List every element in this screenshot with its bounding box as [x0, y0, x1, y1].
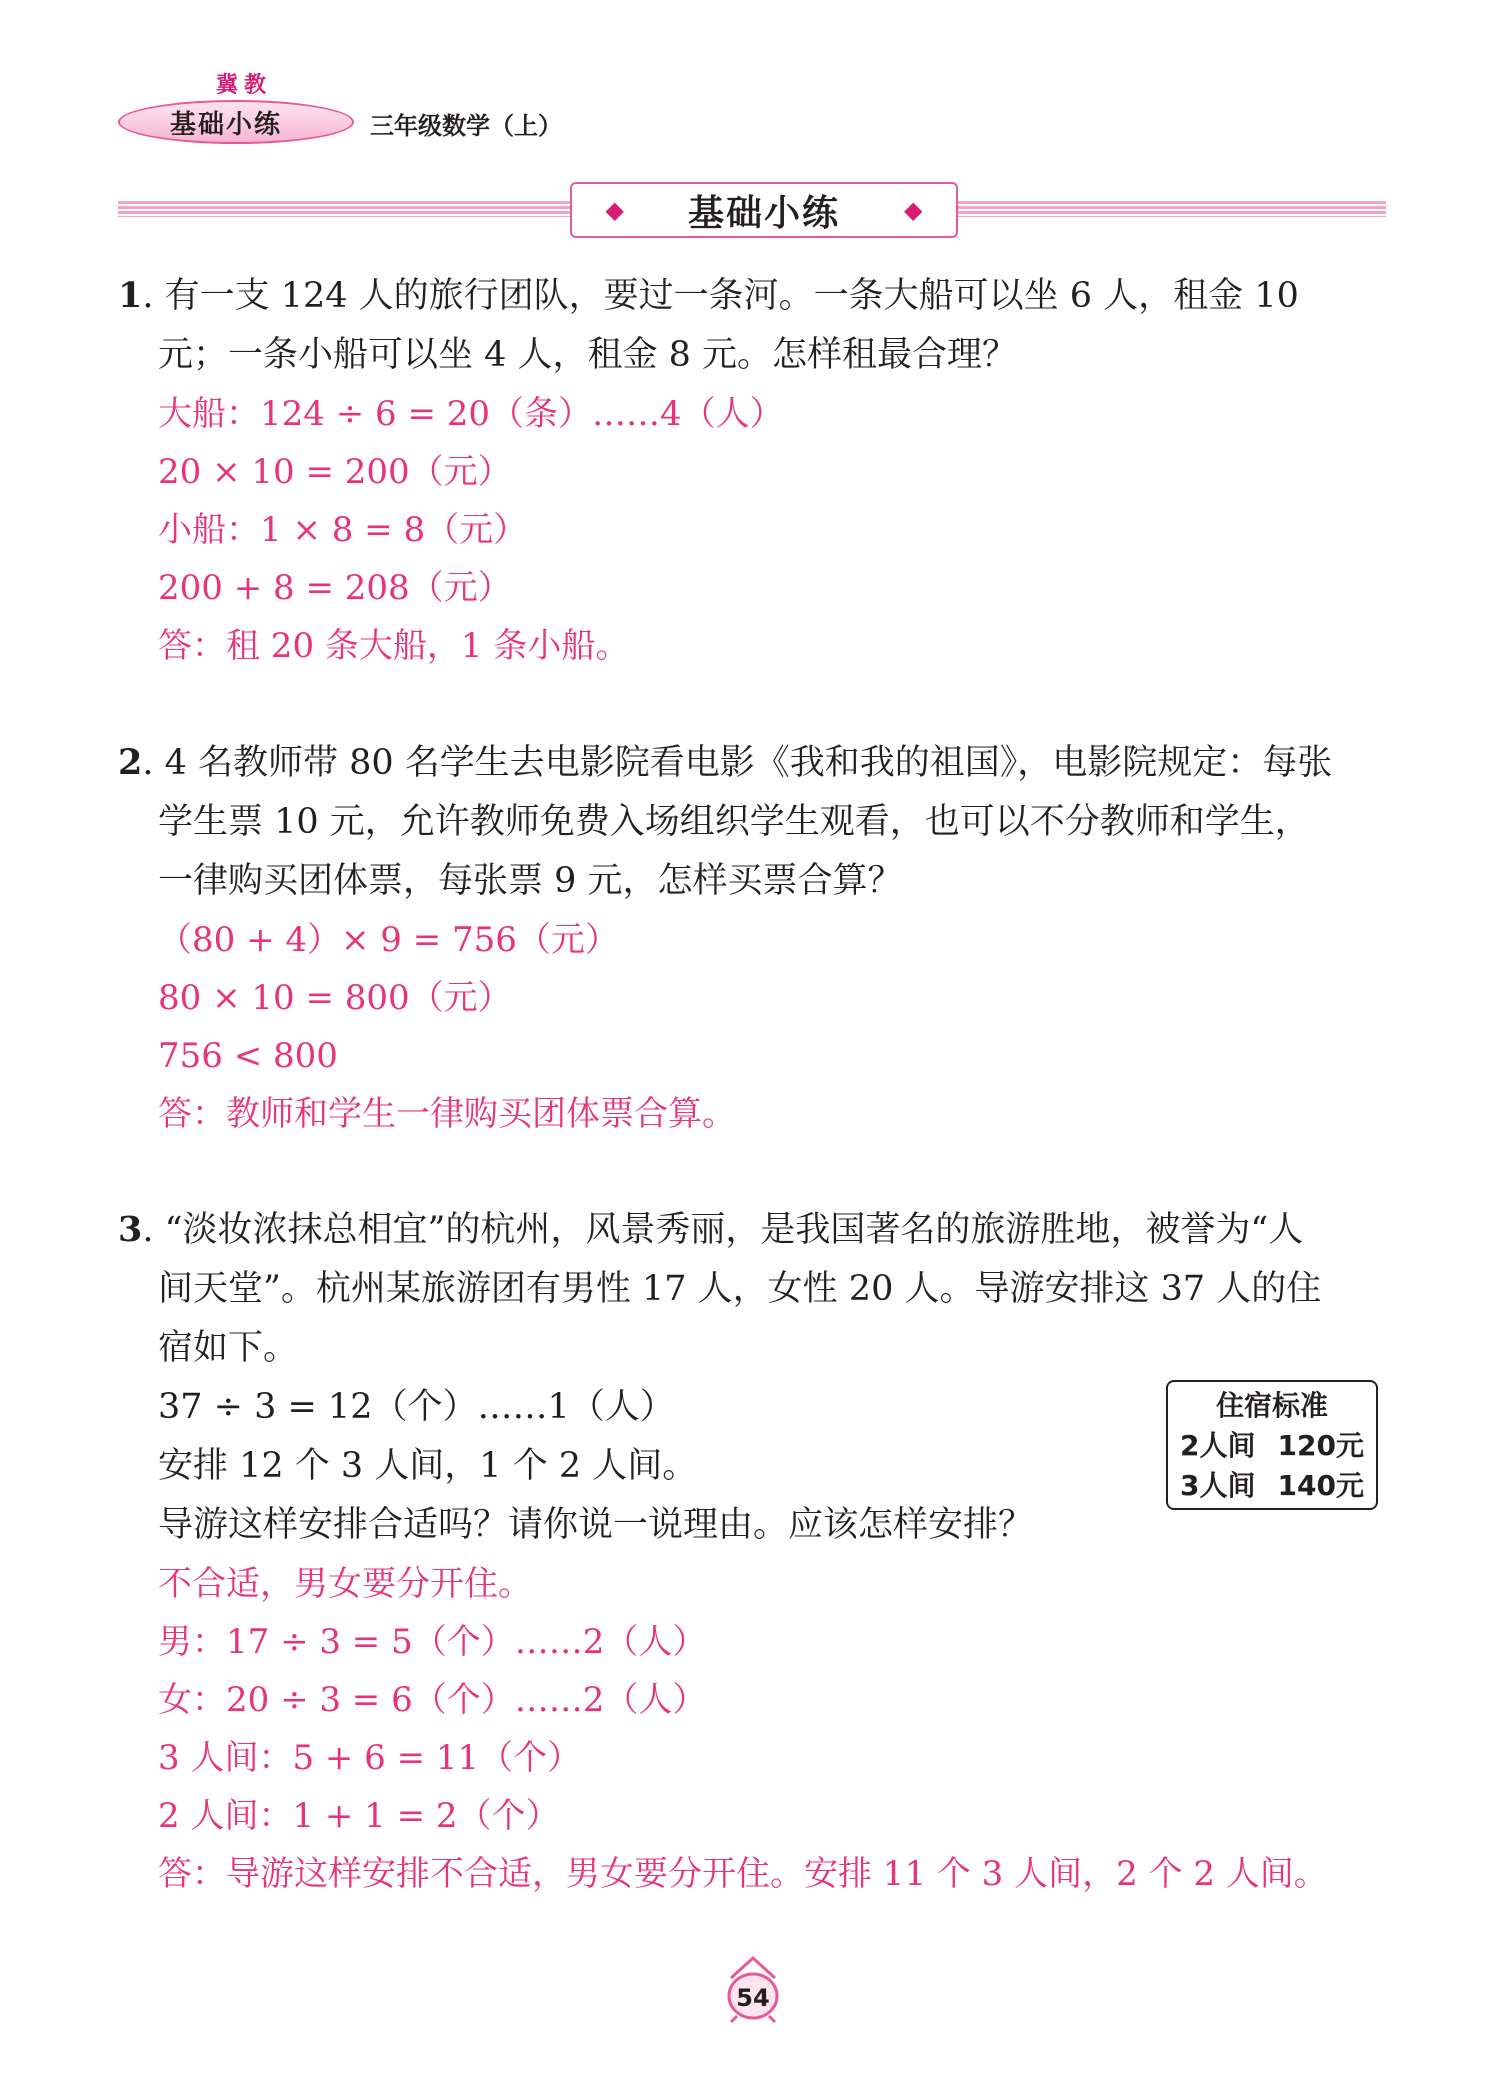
table-title: 住宿标准 [1215, 1389, 1328, 1422]
diamond-icon: ◆ [904, 196, 923, 224]
answer-line: 2 人间：1 + 1 = 2（个） [158, 1796, 560, 1836]
question-text-line: 37 ÷ 3 = 12（个）……1（人） [158, 1387, 675, 1427]
question-1 [118, 266, 1388, 675]
question-number: 2 [118, 742, 143, 783]
answer-line: 小船：1 × 8 = 8（元） [158, 510, 528, 550]
page-header [118, 62, 638, 142]
question-text-line: 导游这样安排合适吗？请你说一说理由。应该怎样安排？ [158, 1505, 1034, 1545]
section-banner [118, 180, 1386, 240]
answer-line: 大船：124 ÷ 6 = 20（条）……4（人） [158, 394, 784, 434]
question-text-line: 安排 12 个 3 人间，1 个 2 人间。 [158, 1446, 698, 1486]
table-row [1168, 1466, 1376, 1506]
question-text-line: 宿如下。 [158, 1328, 299, 1368]
lodging-standard-table [1166, 1380, 1378, 1510]
room-price: 120元 [1277, 1429, 1364, 1462]
section-title: 基础小练 [687, 192, 840, 234]
question-text-line: 间天堂”。杭州某旅游团有男性 17 人，女性 20 人。导游安排这 37 人的住 [158, 1269, 1322, 1309]
logo-title: 基础小练 [170, 110, 283, 140]
room-type: 3人间 [1180, 1469, 1256, 1502]
logo-publisher: 冀教 [216, 73, 273, 98]
answer-line: 答：教师和学生一律购买团体票合算。 [158, 1094, 736, 1134]
answer-line: 80 × 10 = 800（元） [158, 978, 512, 1018]
answer-line: 不合适，男女要分开住。 [158, 1564, 532, 1604]
question-text-line: 3. “淡妆浓抹总相宜”的杭州，风景秀丽，是我国著名的旅游胜地，被誉为“人 [118, 1209, 1304, 1250]
diamond-icon: ◆ [605, 196, 624, 224]
question-2 [118, 733, 1388, 1143]
table-row [1168, 1426, 1376, 1466]
question-text-line: 1. 有一支 124 人的旅行团队，要过一条河。一条大船可以坐 6 人，租金 10 [118, 275, 1299, 316]
question-text-line: 学生票 10 元，允许教师免费入场组织学生观看，也可以不分教师和学生， [158, 802, 1310, 842]
answer-line: 男：17 ÷ 3 = 5（个）……2（人） [158, 1622, 707, 1662]
room-type: 2人间 [1180, 1429, 1256, 1462]
answer-line: （80 + 4）× 9 = 756（元） [158, 920, 619, 960]
question-3 [118, 1200, 1388, 1903]
page-number-badge [723, 1954, 783, 2024]
banner-title-box [570, 182, 958, 238]
answer-line: 女：20 ÷ 3 = 6（个）……2（人） [158, 1680, 707, 1720]
answer-line: 3 人间：5 + 6 = 11（个） [158, 1738, 582, 1778]
question-text-line: 2. 4 名教师带 80 名学生去电影院看电影《我和我的祖国》，电影院规定：每张 [118, 742, 1333, 783]
answer-line: 200 + 8 = 208（元） [158, 568, 512, 608]
book-subtitle: 三年级数学（上） [370, 112, 562, 140]
page-number: 54 [736, 1984, 770, 2012]
answer-line: 答：导游这样安排不合适，男女要分开住。安排 11 个 3 人间，2 个 2 人间。 [158, 1854, 1328, 1894]
question-number: 1 [118, 275, 143, 316]
answer-line: 756 < 800 [158, 1036, 338, 1076]
answer-line: 20 × 10 = 200（元） [158, 452, 512, 492]
question-number: 3 [118, 1209, 143, 1250]
question-text-line: 元；一条小船可以坐 4 人，租金 8 元。怎样租最合理？ [158, 335, 1018, 375]
question-text-line: 一律购买团体票，每张票 9 元，怎样买票合算？ [158, 861, 903, 901]
answer-line: 答：租 20 条大船，1 条小船。 [158, 626, 630, 666]
room-price: 140元 [1277, 1469, 1364, 1502]
